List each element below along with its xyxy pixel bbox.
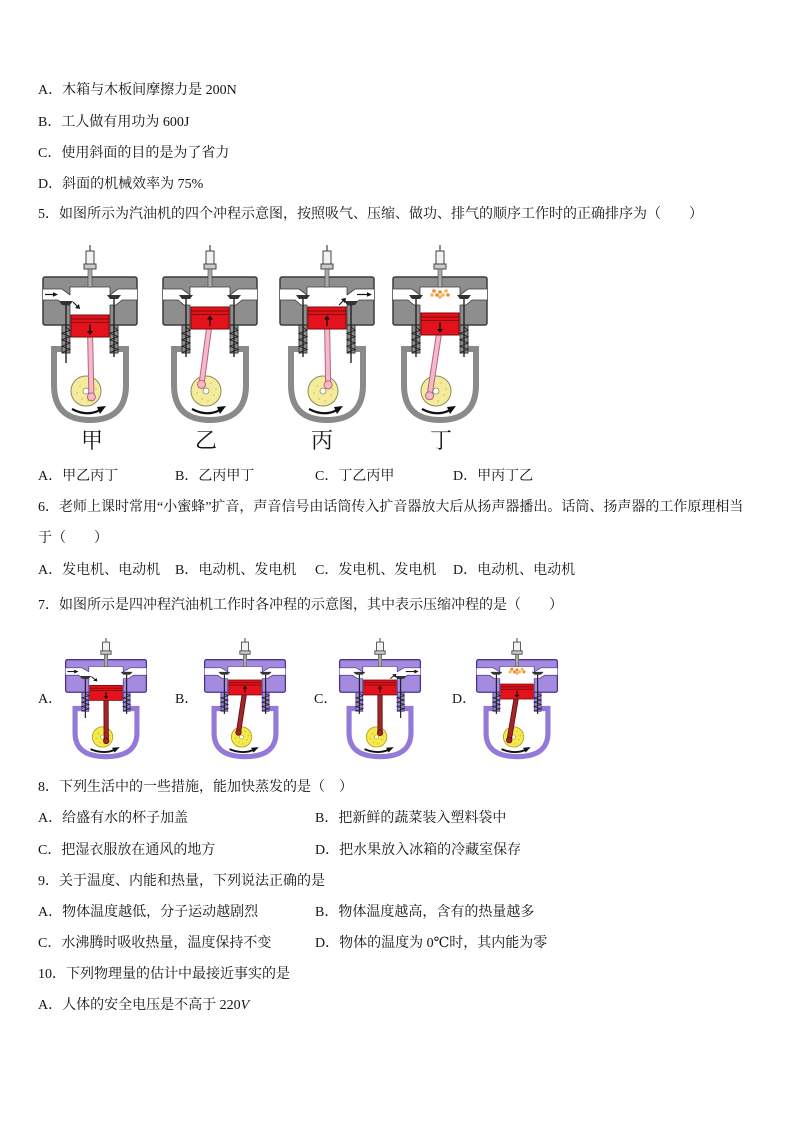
flywheel-dot: [95, 388, 97, 390]
flywheel-dot: [201, 398, 203, 400]
q6-stem-line-2: 于（ ）: [38, 531, 108, 546]
spark-plug-tip: [378, 654, 381, 666]
q9-stem: 9．关于温度、内能和热量，下列说法正确的是: [38, 874, 325, 889]
q5-engine-figure-bing: [277, 245, 377, 425]
spark-plug-body: [377, 642, 384, 651]
flywheel-dot: [332, 388, 334, 390]
flywheel-dot: [516, 731, 518, 733]
q5-option-b: B．乙丙甲丁: [175, 469, 255, 484]
flywheel-dot: [445, 388, 447, 390]
flywheel-dot: [330, 394, 332, 396]
flywheel-dot: [381, 739, 383, 741]
q6-stem-line-1: 6．老师上课时常用“小蜜蜂”扩音，声音信号由话筒传入扩音器放大后从扬声器播出。话筒、扬声器的工作原理相当: [38, 500, 744, 515]
flywheel-dot: [370, 738, 372, 740]
ignition-spark: [509, 670, 512, 673]
flywheel-dot: [248, 735, 250, 737]
q7-figure-label-b: B．: [175, 692, 199, 707]
crank-pin: [324, 381, 332, 389]
q7-figure-label-c: C．: [314, 692, 338, 707]
q9-option-d: D．物体的温度为 0℃时，其内能为零: [315, 936, 548, 951]
connecting-rod: [327, 321, 328, 385]
q9-option-c: C．水沸腾时吸收热量，温度保持不变: [38, 936, 272, 951]
crankshaft-hub: [240, 735, 244, 739]
flywheel-dot: [109, 735, 111, 737]
flywheel-dot: [98, 733, 100, 735]
q9-option-b: B．物体温度越高，含有的热量越多: [315, 905, 535, 920]
spark-plug-tip: [208, 269, 212, 287]
flywheel-dot: [213, 394, 215, 396]
spark-plug-hex: [84, 264, 96, 269]
spark-plug-hex: [375, 651, 385, 654]
spark-plug-tip: [243, 654, 246, 666]
spark-plug-hex: [204, 264, 216, 269]
q7-engine-figure-d: [474, 638, 560, 760]
crankshaft-hub: [375, 735, 379, 739]
crank-pin: [377, 730, 382, 735]
flywheel-dot: [313, 392, 315, 394]
spark-plug-body: [206, 251, 214, 265]
flywheel-dot: [235, 738, 237, 740]
q8-option-d: D．把水果放入冰箱的冷藏室保存: [315, 843, 522, 858]
crankshaft-hub: [433, 388, 439, 394]
q4-option-b: B．工人做有用功为 600J: [38, 115, 190, 130]
flywheel-dot: [318, 398, 320, 400]
crank-pin: [87, 393, 95, 401]
flywheel-dot: [514, 743, 516, 745]
flywheel-dot: [210, 382, 212, 384]
crank-pin: [426, 392, 434, 400]
q5-figure-label-ding: 丁: [429, 428, 452, 453]
spark-plug-body: [242, 642, 249, 651]
q5-option-a: A．甲乙丙丁: [38, 469, 119, 484]
spark-plug-body: [514, 642, 521, 651]
flywheel-dot: [242, 743, 244, 745]
flywheel-dot: [383, 735, 385, 737]
q5-stem: 5．如图所示为汽油机的四个冲程示意图，按照吸气、压缩、做功、排气的顺序工作时的正确排序为（ ）: [38, 207, 703, 222]
connecting-rod: [90, 329, 91, 397]
ignition-spark: [522, 670, 525, 673]
flywheel-dot: [377, 743, 379, 745]
q6-option-a: A．发电机、电动机: [38, 563, 161, 578]
q4-option-d: D．斜面的机械效率为 75%: [38, 177, 204, 192]
q5-engine-figure-ding: [390, 245, 490, 425]
q5-figure-label-bing: 丙: [310, 428, 333, 453]
flywheel-dot: [373, 742, 375, 744]
ignition-spark: [441, 293, 445, 297]
spark-plug-tip: [438, 269, 442, 287]
flywheel-dot: [215, 388, 217, 390]
spark-plug-tip: [88, 269, 92, 287]
ignition-spark: [521, 668, 524, 671]
q5-option-c: C．丁乙丙甲: [315, 469, 395, 484]
q5-figure-label-jia: 甲: [80, 428, 103, 453]
ignition-spark: [515, 668, 518, 671]
spark-plug-tip: [515, 654, 518, 666]
q8-option-c: C．把湿衣服放在通风的地方: [38, 843, 216, 858]
flywheel-dot: [244, 731, 246, 733]
flywheel-dot: [81, 398, 83, 400]
q10-stem: 10．下列物理量的估计中最接近事实的是: [38, 967, 290, 982]
q6-option-b: B．电动机、发电机: [175, 563, 297, 578]
ignition-spark: [515, 672, 518, 675]
crank-pin: [236, 730, 241, 735]
q8-stem: 8．下列生活中的一些措施，能加快蒸发的是（ ）: [38, 780, 353, 795]
crank-pin: [197, 380, 205, 388]
q5-engine-figure-yi: [160, 245, 260, 425]
spark-plug-hex: [240, 651, 250, 654]
q7-engine-figure-c: [337, 638, 423, 760]
spark-plug-tip: [325, 269, 329, 287]
q7-figure-label-d: D．: [452, 692, 477, 707]
crank-pin: [104, 738, 109, 743]
q8-option-a: A．给盛有水的杯子加盖: [38, 811, 189, 826]
q4-option-a: A．木箱与木板间摩擦力是 200N: [38, 83, 237, 98]
spark-plug-body: [86, 251, 94, 265]
flywheel-dot: [196, 392, 198, 394]
q5-engine-figure-jia: [40, 245, 140, 425]
q7-stem: 7．如图所示是四冲程汽油机工作时各冲程的示意图，其中表示压缩冲程的是（ ）: [38, 598, 563, 613]
flywheel-dot: [520, 735, 522, 737]
ignition-spark: [444, 289, 448, 293]
q4-option-c: C．使用斜面的目的是为了省力: [38, 146, 230, 161]
q9-option-a: A．物体温度越低，分子运动越剧烈: [38, 905, 259, 920]
crankshaft-hub: [203, 388, 209, 394]
flywheel-dot: [518, 739, 520, 741]
crank-pin: [506, 737, 511, 742]
q10-option-a-text: A．人体的安全电压是不高于 220: [38, 998, 241, 1013]
q7-figure-label-a: A．: [38, 692, 63, 707]
spark-plug-tip: [104, 654, 107, 666]
spark-plug-body: [323, 251, 331, 265]
q10-option-a-unit: V: [240, 998, 250, 1013]
q7-engine-figure-b: [202, 638, 288, 760]
ignition-spark: [438, 290, 442, 294]
ignition-spark: [435, 293, 439, 297]
spark-plug-hex: [434, 264, 446, 269]
flywheel-dot: [324, 400, 326, 402]
flywheel-dot: [99, 742, 101, 744]
spark-plug-body: [103, 642, 110, 651]
flywheel-dot: [207, 400, 209, 402]
flywheel-dot: [437, 400, 439, 402]
ignition-spark: [446, 293, 450, 297]
q5-option-d: D．甲丙丁乙: [453, 469, 534, 484]
ignition-spark: [438, 295, 442, 299]
ignition-spark: [430, 293, 434, 297]
flywheel-dot: [443, 394, 445, 396]
ignition-spark: [432, 289, 436, 293]
flywheel-dot: [372, 733, 374, 735]
q6-option-c: C．发电机、发电机: [315, 563, 437, 578]
flywheel-dot: [440, 382, 442, 384]
q7-engine-figure-a: [63, 638, 149, 760]
flywheel-dot: [76, 392, 78, 394]
crankshaft-hub: [83, 388, 89, 394]
flywheel-dot: [238, 742, 240, 744]
flywheel-dot: [246, 739, 248, 741]
ignition-spark: [510, 668, 513, 671]
spark-plug-hex: [101, 651, 111, 654]
flywheel-dot: [316, 385, 318, 387]
q6-option-d: D．电动机、电动机: [453, 563, 576, 578]
q5-figure-label-yi: 乙: [194, 428, 217, 453]
spark-plug-body: [436, 251, 444, 265]
q10-option-a: [38, 996, 249, 1016]
flywheel-dot: [96, 738, 98, 740]
spark-plug-hex: [512, 651, 522, 654]
spark-plug-hex: [321, 264, 333, 269]
flywheel-dot: [79, 385, 81, 387]
crankshaft-hub: [320, 388, 326, 394]
q8-option-b: B．把新鲜的蔬菜装入塑料袋中: [315, 811, 507, 826]
